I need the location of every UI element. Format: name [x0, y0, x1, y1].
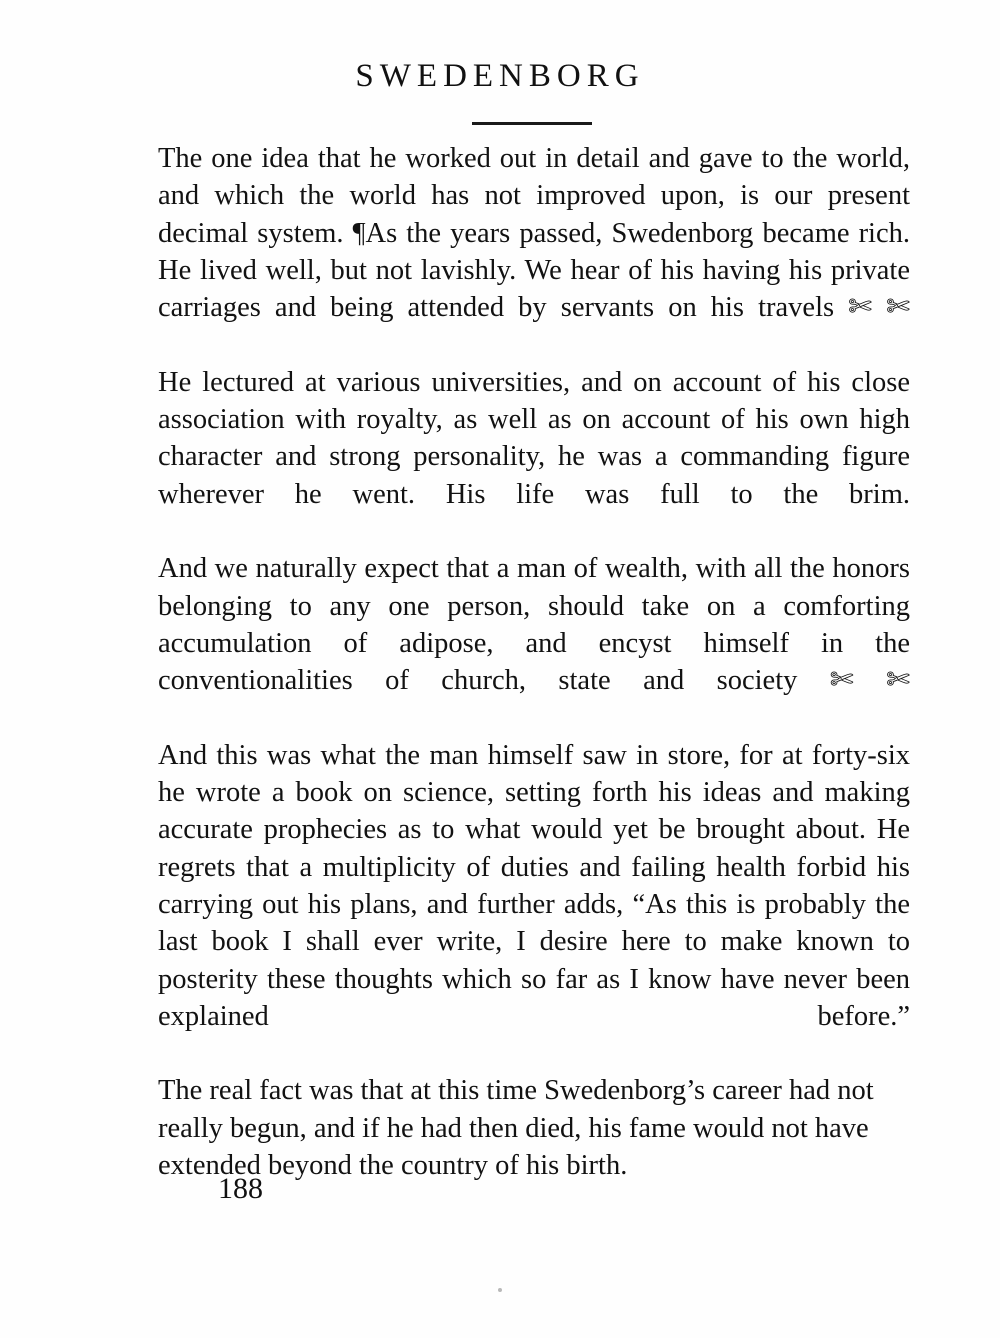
running-head: SWEDENBORG — [355, 58, 645, 94]
paragraph-4: And this was what the man himself saw in store, for at forty-six he wrote a book on science, setting forth his ideas and making accurate prophecies as to what would yet be brought about. He regrets that a multiplicity of duties and failing health forbid his carrying out his plans, and further adds, “As this is probably the last book I shall ever write, I desire here to make known to posterity these thoughts which so far as I know have never been explained before.” — [158, 739, 910, 1032]
paragraph-3: And we naturally expect that a man of wealth, with all the honors belonging to any one person, should take on a comforting accumulation of adipose, and encyst himself in the conventionalities of church, state and society ✄ ✄ — [158, 553, 910, 697]
paragraph-5: The real fact was that at this time Swedenborg’s career had not really begun, and if he had then died, his fame would not have extended beyond the country of his birth. — [158, 1075, 874, 1182]
body-text-block — [158, 140, 910, 1184]
header-rule-divider — [472, 122, 592, 125]
footer-dot-mark — [498, 1288, 502, 1292]
page-number: 188 — [218, 1172, 263, 1205]
paragraph-1: The one idea that he worked out in detail and gave to the world, and which the world has not improved upon, is our present decimal system. ¶As the years passed, Swedenborg became rich. He lived well, but not lavishly. We hear of his having his private carriages and being attended by servants on his travels ✄ ✄ — [158, 143, 910, 324]
paragraph-2: He lectured at various universities, and on account of his close association with royalty, as well as on account of his own high character and strong personality, he was a commanding figure wherever he went. His life was full to the brim. — [158, 366, 910, 510]
